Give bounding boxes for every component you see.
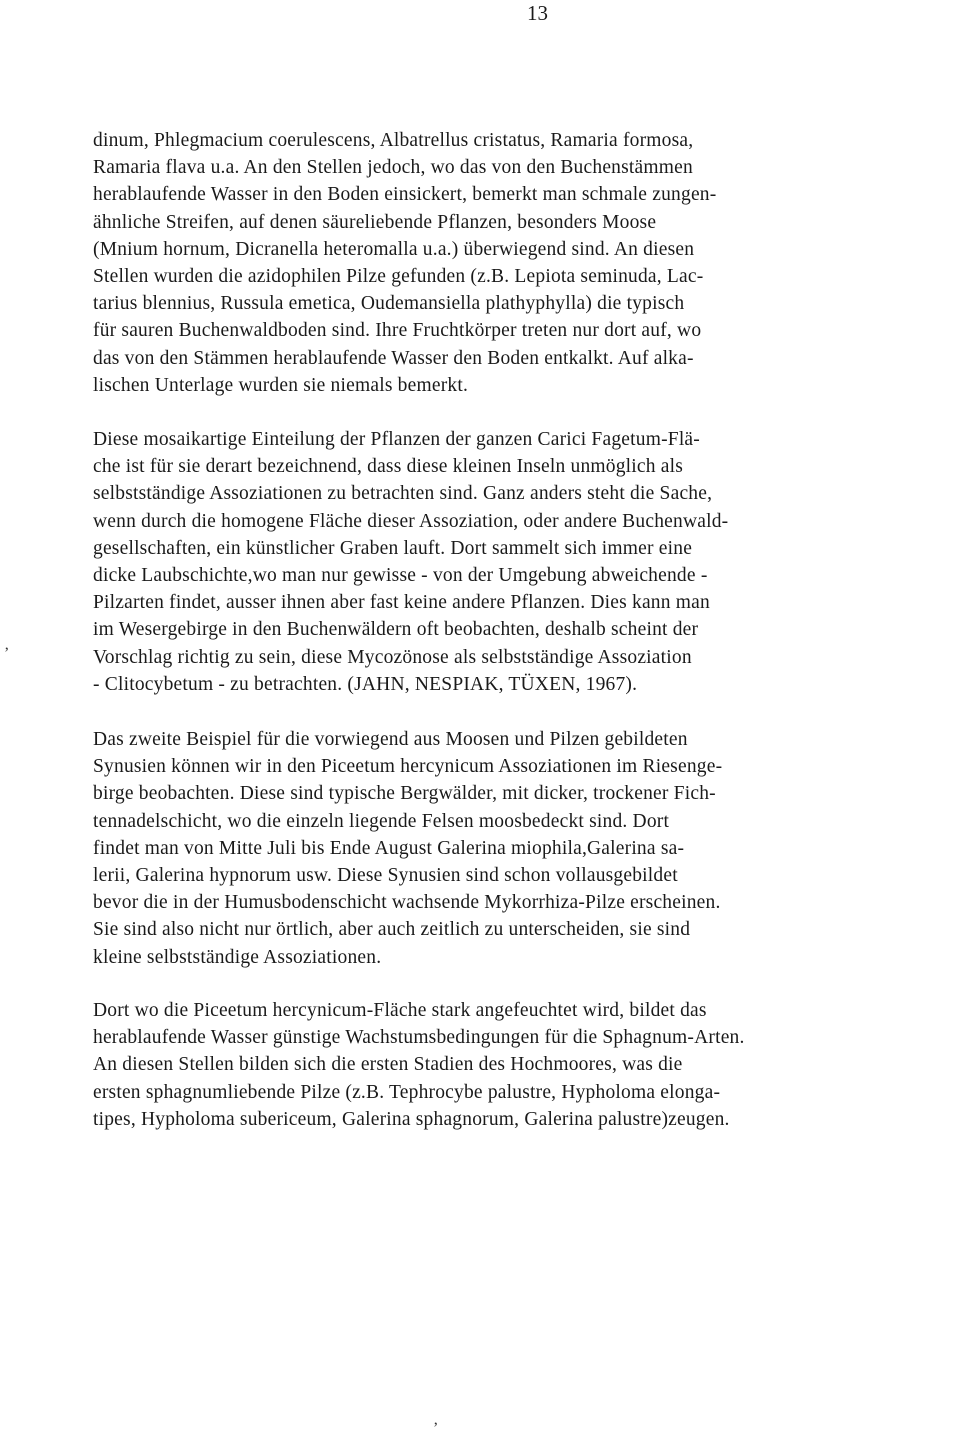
text-line: Sie sind also nicht nur örtlich, aber auch zeitlich zu unterscheiden, sie sind bbox=[93, 919, 691, 941]
text-line: dinum, Phlegmacium coerulescens, Albatrellus cristatus, Ramaria formosa, bbox=[93, 130, 694, 151]
text-line: Stellen wurden die azidophilen Pilze gefunden (z.B. Lepiota seminuda, Lac- bbox=[93, 265, 704, 287]
text-line: im Wesergebirge in den Buchenwäldern oft beobachten, deshalb scheint der bbox=[93, 619, 699, 641]
bottom-mark: ’ bbox=[433, 1420, 439, 1437]
paragraph-4 bbox=[93, 997, 960, 1133]
text-line: ersten sphagnumliebende Pilze (z.B. Tephrocybe palustre, Hypholoma elonga- bbox=[93, 1081, 721, 1103]
text-line: tipes, Hypholoma subericeum, Galerina sphagnorum, Galerina palustre)zeugen. bbox=[93, 1108, 730, 1130]
text-line: che ist für sie derart bezeichnend, dass diese kleinen Inseln unmöglich als bbox=[93, 456, 684, 478]
text-line: tarius blennius, Russula emetica, Oudemansiella plathyphylla) die typisch bbox=[93, 293, 685, 315]
text-line: Dort wo die Piceetum hercynicum-Fläche stark angefeuchtet wird, bildet das bbox=[93, 1000, 707, 1021]
text-line: birge beobachten. Diese sind typische Bergwälder, mit dicker, trockener Fich- bbox=[93, 783, 716, 805]
text-line: kleine selbstständige Assoziationen. bbox=[93, 946, 382, 968]
text-line: Diese mosaikartige Einteilung der Pflanzen der ganzen Carici Fagetum-Flä- bbox=[93, 429, 700, 450]
text-line: Vorschlag richtig zu sein, diese Mycozönose als selbstständige Assoziation bbox=[93, 646, 692, 668]
text-line: herablaufende Wasser günstige Wachstumsbedingungen für die Sphagnum-Arten. bbox=[93, 1027, 745, 1049]
text-line: Synusien können wir in den Piceetum hercynicum Assoziationen im Riesenge- bbox=[93, 756, 723, 778]
text-line: Ramaria flava u.a. An den Stellen jedoch, wo das von den Buchenstämmen bbox=[93, 157, 693, 179]
text-line: selbstständige Assoziationen zu betrachten sind. Ganz anders steht die Sache, bbox=[93, 483, 713, 505]
page-number: 13 bbox=[527, 1, 548, 25]
text-line: herablaufende Wasser in den Boden einsickert, bemerkt man schmale zungen- bbox=[93, 184, 717, 206]
text-line: - Clitocybetum - zu betrachten. (JAHN, NESPIAK, TÜXEN, 1967). bbox=[93, 673, 638, 695]
text-line: gesellschaften, ein künstlicher Graben lauft. Dort sammelt sich immer eine bbox=[93, 537, 693, 559]
text-line: lerii, Galerina hypnorum usw. Diese Synusien sind schon vollausgebildet bbox=[93, 864, 678, 886]
paragraph-1 bbox=[93, 127, 960, 399]
paragraph-3 bbox=[93, 726, 960, 971]
text-line: tennadelschicht, wo die einzeln liegende Felsen moosbedeckt sind. Dort bbox=[93, 810, 670, 832]
text-line: das von den Stämmen herablaufende Wasser den Boden entkalkt. Auf alka- bbox=[93, 347, 694, 369]
text-line: wenn durch die homogene Fläche dieser Assoziation, oder andere Buchenwald- bbox=[93, 510, 729, 532]
text-line: für sauren Buchenwaldboden sind. Ihre Fruchtkörper treten nur dort auf, wo bbox=[93, 320, 702, 342]
text-line: An diesen Stellen bilden sich die ersten Stadien des Hochmoores, was die bbox=[93, 1054, 683, 1076]
text-line: Pilzarten findet, ausser ihnen aber fast keine andere Pflanzen. Dies kann man bbox=[93, 592, 710, 614]
text-line: findet man von Mitte Juli bis Ende August Galerina miophila,Galerina sa- bbox=[93, 837, 685, 859]
paragraph-2 bbox=[93, 426, 960, 698]
text-line: ähnliche Streifen, auf denen säureliebende Pflanzen, besonders Moose bbox=[93, 211, 657, 233]
text-line: (Mnium hornum, Dicranella heteromalla u.a.) überwiegend sind. An diesen bbox=[93, 238, 695, 260]
margin-mark: ’ bbox=[4, 645, 10, 662]
text-line: dicke Laubschichte,wo man nur gewisse - von der Umgebung abweichende - bbox=[93, 564, 708, 586]
text-line: lischen Unterlage wurden sie niemals bemerkt. bbox=[93, 374, 469, 396]
text-line: bevor die in der Humusbodenschicht wachsende Mykorrhiza-Pilze erscheinen. bbox=[93, 892, 721, 914]
text-line: Das zweite Beispiel für die vorwiegend aus Moosen und Pilzen gebildeten bbox=[93, 729, 688, 750]
